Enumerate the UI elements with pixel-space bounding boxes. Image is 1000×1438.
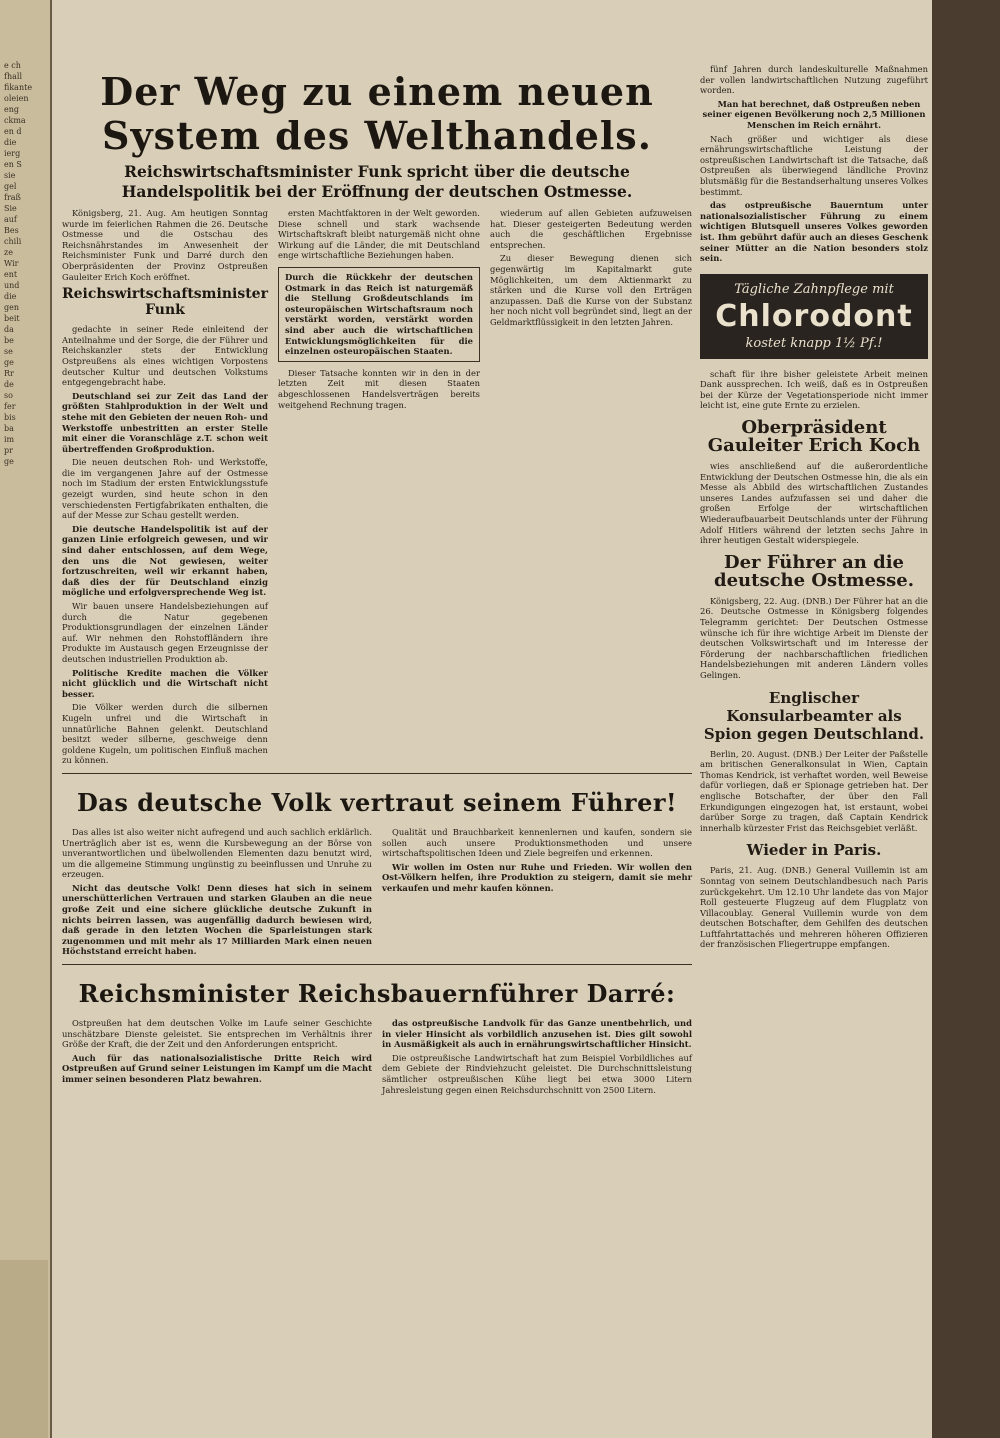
- right-column: [700, 64, 928, 953]
- gutter-fold: [0, 1260, 48, 1438]
- article-columns-bottom: [62, 1018, 692, 1098]
- divider: [62, 773, 692, 774]
- paragraph: Königsberg, 22. Aug. (DNB.) Der Führer hat an die 26. Deutsche Ostmesse in Königsberg folgendes Telegramm gerichtet: Der Deutschen Ostmesse wünsche ich für ihre wichtige Arbeit im Dienste der deutschen Volkswirtschaft und im Interesse der Förderung der nachbarschaftlichen friedlichen Handelsbeziehungen mit anderen Ländern volles Gelingen.: [700, 595, 928, 680]
- section-head-spy: Englischer Konsularbeamter als Spion gegen Deutschland.: [703, 688, 925, 743]
- ad-price: kostet knapp 1½ Pf.!: [745, 335, 883, 351]
- right-column-text: [700, 64, 928, 264]
- paragraph: fünf Jahren durch landeskulturelle Maßnahmen der vollen landwirtschaftlichen Nutzung zugeführt worden.: [700, 64, 928, 96]
- binding-edge: [932, 0, 1000, 1438]
- paragraph: Die neuen deutschen Roh- und Werkstoffe, die im vergangenen Jahre auf der Ostmesse noch im Stadium der ersten Entwicklungsstufe gezeigt wurden, sind heute schon in den verschiedensten Fertigfabrikaten enthalten, die auf der Messe zur Schau gestellt werden.: [62, 457, 268, 521]
- section-head-fuehrer: Der Führer an die deutsche Ostmesse.: [714, 551, 914, 591]
- bold-paragraph: Die deutsche Handelspolitik ist auf der ganzen Linie erfolgreich gewesen, und wir sind daher entschlossen, auf dem Wege, den uns die Not gewiesen, weiter fortzuschreiten, weil wir erkannt haben, daß dies der für Deutschland einzig mögliche und erfolgversprechende Weg ist.: [62, 523, 268, 598]
- bold-paragraph: das ostpreußische Bauerntum unter nationalsozialistischer Führung zu einem wichtigen Blutsquell unseres Volkes geworden ist. Ihm gebührt dafür auch an dieses Geschenk seiner Mütter an die Nation besonders stolz sein.: [700, 200, 928, 264]
- darre-headline: Reichsminister Reichsbauernführer Darré:: [78, 979, 676, 1009]
- ad-tagline: Tägliche Zahnpflege mit: [734, 281, 894, 297]
- paragraph: gedachte in seiner Rede einleitend der Anteilnahme und der Sorge, die der Führer und Reichskanzler stets der Entwicklung Ostpreußens als eines wichtigen Vorpostens deutscher Kultur und deutschen Volkstums entgegengebracht habe.: [62, 324, 268, 388]
- right-column-text-2: [700, 369, 928, 950]
- paragraph: Qualität und Brauchbarkeit kennenlernen und kaufen, sondern sie sollen auch unsere Produktionsmethoden und unsere wirtschaftspolitischen Ideen und Ziele begreifen und erkennen.: [382, 826, 692, 859]
- bold-paragraph: Auch für das nationalsozialistische Dritte Reich wird Ostpreußen auf Grund seiner Leistungen im Kampf um die Macht immer seinen besonderen Platz bewahren.: [62, 1052, 372, 1084]
- bold-paragraph: Wir wollen im Osten nur Ruhe und Frieden. Wir wollen den Ost-Völkern helfen, ihre Produktion zu steigern, damit sie mehr verkaufen und mehr kaufen können.: [382, 861, 692, 893]
- column-3: [490, 208, 692, 769]
- bold-paragraph: Nicht das deutsche Volk! Denn dieses hat sich in seinem unerschütterlichen Vertrauen und starken Glauben an die neue große Zeit und eine sichere glückliche deutsche Zukunft in nichts beirren lassen, was augenfällig dadurch bewiesen wird, daß gerade in den letzten Wochen die Sparleistungen stark zugenommen und mit mehr als 17 Milliarden Mark einen neuen Höchststand erreicht haben.: [62, 882, 372, 957]
- divider: [62, 964, 692, 965]
- bold-paragraph: Man hat berechnet, daß Ostpreußen neben seiner eigenen Bevölkerung noch 2,5 Millionen Menschen im Reich ernährt.: [702, 98, 926, 130]
- paragraph: Ostpreußen hat dem deutschen Volke im Laufe seiner Geschichte unschätzbare Dienste geleistet. Sie entsprechen im Verhältnis ihrer Größe der Kraft, die der Zeit und den Anforderungen entspricht.: [62, 1018, 372, 1050]
- column-2: [278, 208, 480, 769]
- paragraph: wies anschließend auf die außerordentliche Entwicklung der Deutschen Ostmesse hin, die als ein Messe als Abbild des wirtschaftlichen Zustandes unseres Landes aufzufassen sei und daher die großen Erfolge der wirtschaftlichen Wiederaufbauarbeit Deutschlands unter der Führung Adolf Hitlers während der letzten sechs Jahre in ihrer heutigen Gestalt widerspiegele.: [700, 461, 928, 546]
- ad-brand: Chlorodont: [715, 298, 913, 334]
- boxed-paragraph: Durch die Rückkehr der deutschen Ostmark in das Reich ist naturgemäß die Stellung Großdeutschlands im osteuropäischen Wirtschaftsraum noch verstärkt worden, verstärkt worden sind aber auch die wirtschaftlichen Entwicklungsmöglichkeiten für die einzelnen osteuropäischen Staaten.: [278, 267, 480, 362]
- section-head-koch: Oberpräsident Gauleiter Erich Koch: [707, 417, 921, 457]
- paragraph: Die ostpreußische Landwirtschaft hat zum Beispiel Vorbildliches auf dem Gebiete der Rindviehzucht geleistet. Die Durchschnittsleistung sämtlicher ostpreußischen Kühe liegt bei etwa 3000 Litern Jahresleistung gegen einen Reichsdurchschnitt von 2500 Litern.: [382, 1052, 692, 1095]
- paragraph: Dieser Tatsache konnten wir in den in der letzten Zeit mit diesen Staaten abgeschlossenen Handelsverträgen bereits weitgehend Rechnung tragen.: [277, 367, 480, 410]
- section-head-funk: Reichswirtschaftsminister Funk: [62, 286, 268, 319]
- article-columns-top: [62, 208, 692, 769]
- bold-paragraph: Deutschland sei zur Zeit das Land der größten Stahlproduktion in der Welt und stehe mit den Gebieten der neuen Roh- und Werkstoffe unbestritten an erster Stelle mit einer die Voranschläge z.T. schon weit übertreffenden Großproduktion.: [62, 390, 268, 454]
- paragraph: Zu dieser Bewegung dienen sich gegenwärtig im Kapitalmarkt gute Möglichkeiten, um dem Aktienmarkt zu stärken und die Kurse voll den Erträgen anzupassen. Daß die Kurse von der Substanz her noch nicht voll begründet sind, liegt an der Geldmarktflüssigkeit in den letzten Jahren.: [489, 253, 693, 327]
- gutter-text-fragments: e ch fhall fikante oleien eng ckma en d die ierg en S sie gel fraß Sie auf Bes chili ze Wir ent und die gen beit da be se ge Rr de so fer bis ba im pr ge: [4, 61, 33, 466]
- bold-paragraph: das ostpreußische Landvolk für das Ganze unentbehrlich, und in vieler Hinsicht als vorbildlich anzusehen ist. Dies gilt sowohl in Ausmäßigkeit als auch in ernährungswirtschaftlicher Hinsicht.: [382, 1018, 692, 1050]
- mid-column-2: [382, 827, 692, 960]
- paragraph: Berlin, 20. August. (DNB.) Der Leiter der Paßstelle am britischen Generalkonsulat in Wien, Captain Thomas Kendrick, ist verhaftet worden, weil Beweise dafür vorliegen, daß er Spionage getrieben hat. Der englische Botschafter, der über den Fall Erkundigungen eingezogen hat, ist erstaunt, wobei darüber Sorge zu tragen, daß Captain Kendrick innerhalb kürzester Frist das Reichsgebiet verläßt.: [700, 748, 928, 833]
- column-1: [62, 208, 268, 769]
- paragraph: Wir bauen unsere Handelsbeziehungen auf durch die Natur gegebenen Produktionsgrundlagen der einzelnen Länder auf. Wir nehmen den Rohstoffländern ihre Produkte im Austausch gegen Erzeugnisse der deutschen industriellen Produktion ab.: [62, 601, 268, 664]
- paragraph: wiederum auf allen Gebieten aufzuweisen hat. Dieser gesteigerten Bedeutung werden auch die geschäftlichen Ergebnisse entsprechen.: [489, 208, 693, 250]
- chlorodont-advertisement: [700, 274, 928, 359]
- main-article-area: [62, 64, 692, 1098]
- paragraph: schaft für ihre bisher geleistete Arbeit meinen Dank aussprechen. Ich weiß, daß es in Ostpreußen bei der Kürze der Vegetationsperiode nicht immer leicht ist, eine gute Ernte zu erzielen.: [700, 368, 928, 411]
- paragraph: Paris, 21. Aug. (DNB.) General Vuillemin ist am Sonntag von seinem Deutschlandbesuch nach Paris zurückgekehrt. Um 12.10 Uhr landete das von Major Roll gesteuerte Flugzeug auf dem Flugplatz von Villacoublay. General Vuillemin wurde von dem deutschen Botschafter, dem Gehilfen des deutschen Luftfahrtattachés und mehreren höheren Offizieren der französischen Fliegertruppe empfangen.: [700, 865, 928, 950]
- darre-column-1: [62, 1018, 372, 1098]
- article-columns-mid: [62, 827, 692, 960]
- paragraph: Das alles ist also weiter nicht aufregend und auch sachlich erklärlich. Unerträglich aber ist es, wenn die Kursbewegung an der Börse von unverantwortlichen und übelwollenden Elementen dazu benutzt wird, um die allgemeine Stimmung ungünstig zu beeinflussen und Unruhe zu erzeugen.: [62, 826, 372, 880]
- bold-paragraph: Politische Kredite machen die Völker nicht glücklich und die Wirtschaft nicht besser.: [62, 667, 268, 699]
- subheadline: Reichswirtschaftsminister Funk spricht über die deutsche Handelspolitik bei der Eröffnung der deutschen Ostmesse.: [121, 162, 633, 201]
- paragraph: ersten Machtfaktoren in der Welt geworden. Diese schnell und stark wachsende Wirtschaftskraft bleibt naturgemäß nicht ohne Wirkung auf die Länder, die mit Deutschland enge wirtschaftliche Beziehungen haben.: [277, 208, 480, 261]
- darre-column-2: [382, 1018, 692, 1098]
- section-head-paris: Wieder in Paris.: [746, 841, 882, 860]
- mid-headline: Das deutsche Volk vertraut seinem Führer!: [76, 787, 678, 817]
- paragraph: Nach größer und wichtiger als diese ernährungswirtschaftliche Leistung der ostpreußischen Landwirtschaft ist die Tatsache, daß Ostpreußen als überwiegend ländliche Provinz blutsmäßig für die Bestandserhaltung unseres Volkes bestimmt.: [700, 133, 928, 197]
- paragraph: Die Völker werden durch die silbernen Kugeln unfrei und die Wirtschaft in unnatürliche Bahnen gelenkt. Deutschland besitzt weder silberne, geschweige denn goldene Kugeln, um politischen Einfluß machen zu können.: [62, 702, 268, 766]
- headline: Der Weg zu einem neuen System des Welthandels.: [100, 69, 654, 158]
- intro-paragraph: Königsberg, 21. Aug. Am heutigen Sonntag wurde im feierlichen Rahmen die 26. Deutsche Ostmesse und die Ostschau des Reichsnährstandes im Anwesenheit der Reichsminister Funk und Darré durch den Oberpräsidenten der Provinz Ostpreußen Gauleiter Erich Koch eröffnet.: [62, 208, 268, 282]
- mid-column-1: [62, 827, 372, 960]
- left-page-gutter: [0, 0, 52, 1438]
